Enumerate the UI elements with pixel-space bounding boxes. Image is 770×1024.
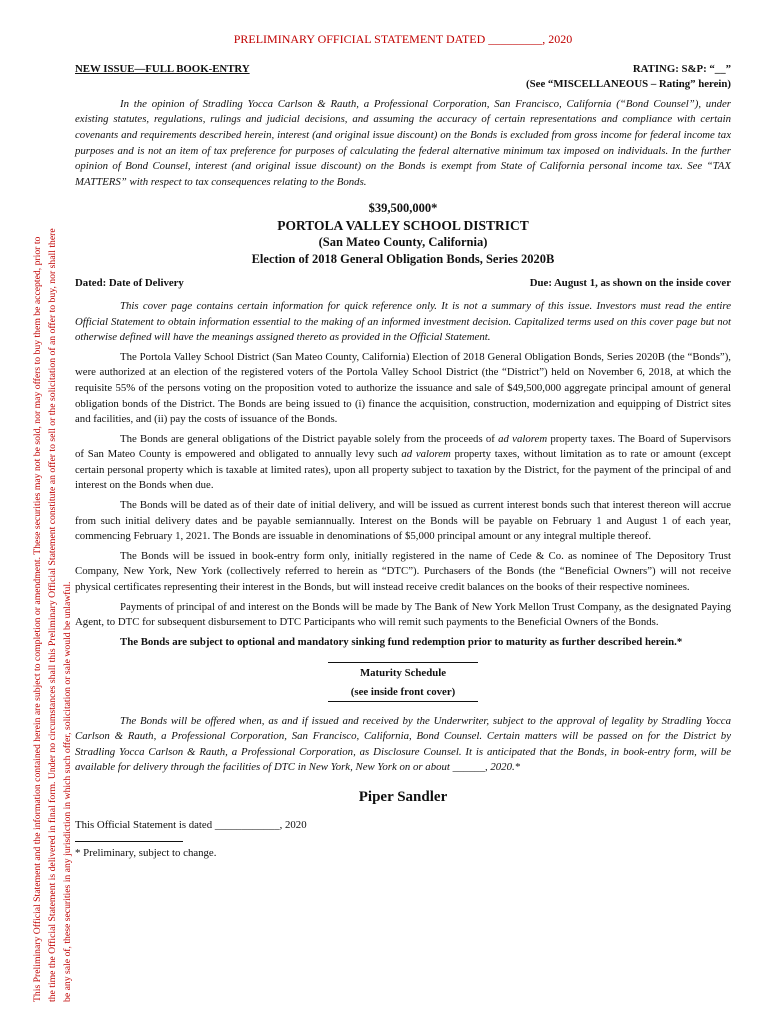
bond-title-block — [75, 200, 731, 268]
issuer-name: PORTOLA VALLEY SCHOOL DISTRICT — [277, 218, 529, 234]
maturity-note: (see inside front cover) — [350, 686, 456, 698]
ad-valorem-term-1: ad valorem — [498, 432, 548, 445]
maturity-title: Maturity Schedule — [359, 667, 447, 680]
security-text-3: property taxes, without limitation as to rate or amount (except certain personal property which is taxable at limited rates), upon all property subject to taxation by the District, for the payment of the principal of and interest on the Bonds when due. — [75, 448, 731, 492]
footnote: * Preliminary, subject to change. — [75, 847, 217, 860]
payments-paragraph: Payments of principal of and interest on the Bonds will be made by The Bank of New York Mellon Trust Company, as the designated Paying Agent, to DTC for subsequent disbursement to DTC Participants who will remit such payments to the Beneficial Owners of the Bonds. — [75, 600, 731, 629]
maturity-rule-bottom — [328, 701, 478, 702]
legend-line-1: This Preliminary Official Statement and the information contained herein are subject to completion or amendment. These securities may not be sold, nor may offers to buy them be accepted, prior to — [32, 236, 43, 1002]
security-text-1: The Bonds are general obligations of the District payable solely from the proceeds of — [120, 432, 499, 445]
security-paragraph — [75, 432, 731, 494]
rating-note: (See “MISCELLANEOUS – Rating” herein) — [526, 78, 731, 91]
redemption-paragraph: The Bonds are subject to optional and mandatory sinking fund redemption prior to maturity as further described herein.* — [120, 635, 683, 648]
due-label: Due: August 1, as shown on the inside cover — [529, 277, 731, 290]
new-issue-label: NEW ISSUE—FULL BOOK-ENTRY — [75, 62, 250, 75]
cover-page — [75, 32, 731, 862]
legend-disclaimer — [30, 62, 80, 1002]
security-text-2: property taxes. The Board of Supervisors of San Mateo County is empowered and obligated to annually levy such — [75, 432, 731, 461]
maturity-schedule-block — [75, 662, 731, 701]
footnote-rule — [75, 841, 183, 842]
legend-line-3: be any sale of, these securities in any jurisdiction in which such offer, solicitation or sale would be unlawful. — [62, 581, 73, 1002]
issue-rating-row — [75, 62, 731, 78]
bond-series: Election of 2018 General Obligation Bonds, Series 2020B — [251, 252, 555, 267]
bond-counsel-opinion: In the opinion of Stradling Yocca Carlson & Rauth, a Professional Corporation, San Francisco, California (“Bond Counsel”), under existing statutes, regulations, rulings and judicial decisions, and assuming the accuracy of certain representations and compliance with certain covenants and requirements described herein, interest (and original issue discount) on the Bonds is excluded from gross income for federal income tax purposes and is not an item of tax preference for purposes of calculating the federal alternative minimum tax imposed on individuals. In the further opinion of Bond Counsel, interest (and original issue discount) on the Bonds is exempt from State of California personal income tax. See “TAX MATTERS” with respect to tax consequences relating to the Bonds. — [75, 97, 731, 188]
ad-valorem-term-2: ad valorem — [401, 448, 451, 461]
county-name: (San Mateo County, California) — [318, 235, 488, 250]
delivery-paragraph: The Bonds will be offered when, as and if issued and received by the Underwriter, subject to the approval of legality by Stradling Yocca Carlson & Rauth, a Professional Corporation, San Francisco, California, Bond Counsel. Certain matters will be passed on for the District by Stradling Yocca Carlson & Rauth, a Professional Corporation, as Disclosure Counsel. It is anticipated that the Bonds, in book-entry form, will be available for delivery through the facilities of DTC in New York, New York on or about ______, 2020.* — [75, 714, 731, 774]
interest-paragraph: The Bonds will be dated as of their date of initial delivery, and will be issued as current interest bonds such that interest thereon will accrue from such initial delivery dates and be payable semiannually. Interest on the Bonds will be payable on February 1 and August 1 of each year, commencing February 1, 2021. The Bonds are issuable in denominations of $5,000 principal amount or any integral multiple thereof. — [75, 499, 731, 543]
cover-page-note: This cover page contains certain information for quick reference only. It is not a summary of this issue. Investors must read the entire Official Statement to obtain information essential to the making of an informed investment decision. Capitalized terms used on this cover page but not otherwise defined will have the meanings assigned thereto as provided in the Official Statement. — [75, 299, 731, 344]
authorization-paragraph: The Portola Valley School District (San Mateo County, California) Election of 2018 General Obligation Bonds, Series 2020B (the “Bonds”), were authorized at an election of the registered voters of the Portola Valley School District (the “District”) held on November 6, 2018, at which the requisite 55% of the persons voting on the proposition voted to authorize the issuance and sale of $49,500,000 aggregate principal amount of general obligation bonds of the District. The Bonds are being issued to (i) finance the acquisition, construction, modernization and equipping of District sites and facilities, and (ii) pay the costs of issuance of the Bonds. — [75, 350, 731, 426]
dated-label: Dated: Date of Delivery — [75, 277, 184, 290]
legend-line-2: the time the Official Statement is delivered in final form. Under no circumstances shall this Preliminary Official Statement constitute an offer to sell or the solicitation of an offer to buy, nor shall there — [47, 228, 58, 1002]
os-dated-line: This Official Statement is dated ____________, 2020 — [75, 818, 307, 831]
dates-row — [75, 276, 731, 292]
book-entry-paragraph: The Bonds will be issued in book-entry form only, initially registered in the name of Cede & Co. as nominee of The Depository Trust Company, New York, New York (collectively referred to herein as “DTC”). Purchasers of the Bonds (the “Beneficial Owners”) will not receive physical certificates representing their interest in the Bonds, but will instead receive credit balances on the books of their respective nominees. — [75, 549, 731, 594]
rating-label: RATING: S&P: “__” — [632, 62, 731, 75]
maturity-rule-top — [328, 662, 478, 663]
underwriter-name: Piper Sandler — [358, 788, 448, 805]
preliminary-title: PRELIMINARY OFFICIAL STATEMENT DATED _________, 2020 — [233, 32, 573, 46]
bond-amount: $39,500,000* — [368, 201, 438, 216]
